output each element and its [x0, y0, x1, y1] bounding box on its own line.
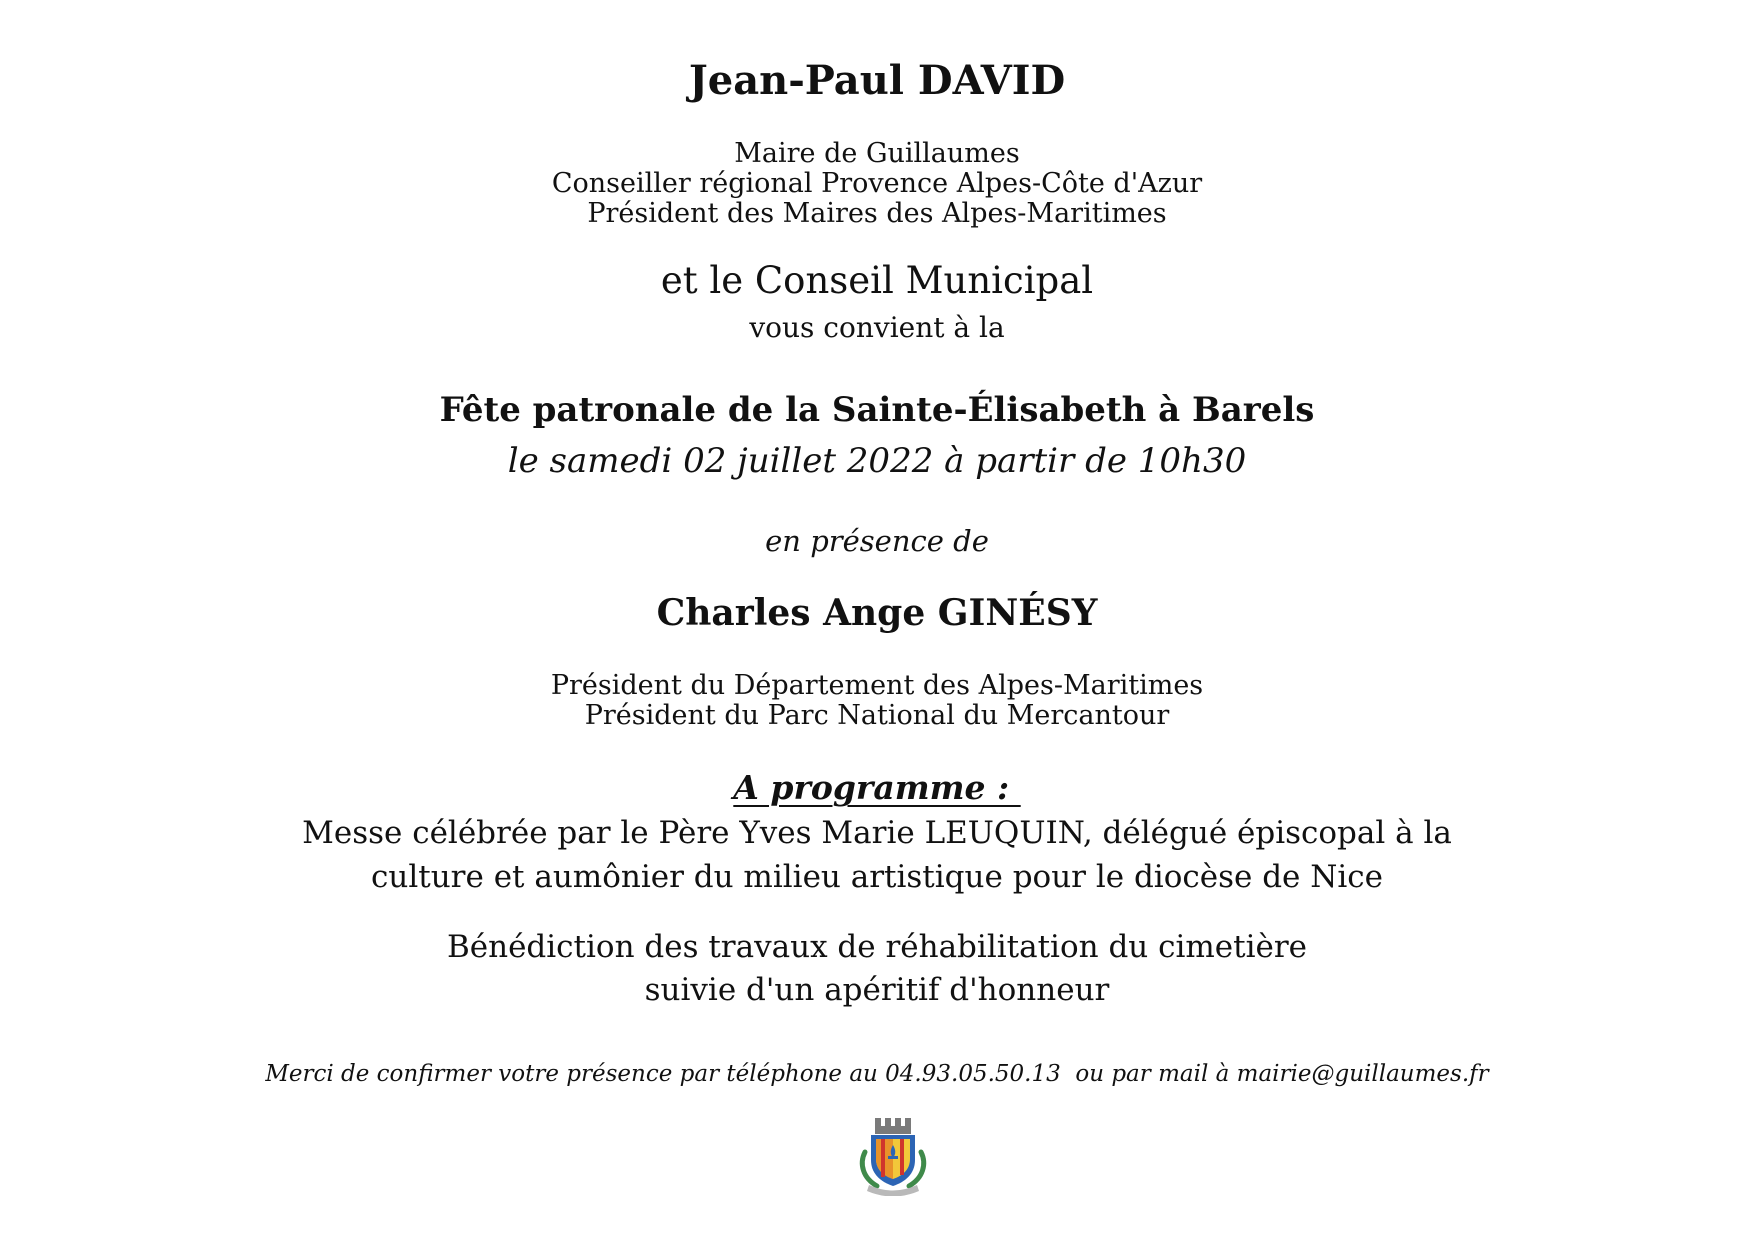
programme-heading-row [0, 768, 1754, 807]
guest-title-1: Président du Département des Alpes-Maritimes [550, 670, 1204, 701]
coat-of-arms-icon [855, 1112, 931, 1196]
guest-intro: en présence de [765, 524, 989, 558]
programme-item-2: culture et aumônier du milieu artistique pour le diocèse de Nice [371, 859, 1383, 895]
crown [875, 1118, 911, 1134]
event-date: le samedi 02 juillet 2022 à partir de 10h30 [507, 441, 1247, 481]
programme-heading: A programme : [733, 768, 1021, 807]
event-title: Fête patronale de la Sainte-Élisabeth à Barels [439, 390, 1315, 430]
programme-item-3: Bénédiction des travaux de réhabilitation du cimetière [446, 929, 1308, 965]
guest-title-2: Président du Parc National du Mercantour [584, 700, 1170, 731]
host-name: Jean-Paul DAVID [688, 57, 1066, 104]
programme-item-4: suivie d'un apéritif d'honneur [644, 972, 1110, 1008]
guest-name: Charles Ange GINÉSY [656, 592, 1098, 634]
host-title-3: Président des Maires des Alpes-Maritimes [587, 198, 1167, 229]
invite-text: vous convient à la [749, 311, 1005, 344]
rsvp-text: Merci de confirmer votre présence par téléphone au 04.93.05.50.13 ou par mail à mairie@guillaumes.fr [265, 1061, 1489, 1087]
programme-item-1: Messe célébrée par le Père Yves Marie LEUQUIN, délégué épiscopal à la [302, 815, 1452, 851]
host-title-2: Conseiller régional Provence Alpes-Côte d'Azur [551, 168, 1203, 199]
host-title-1: Maire de Guillaumes [734, 138, 1020, 169]
co-host: et le Conseil Municipal [660, 259, 1094, 302]
